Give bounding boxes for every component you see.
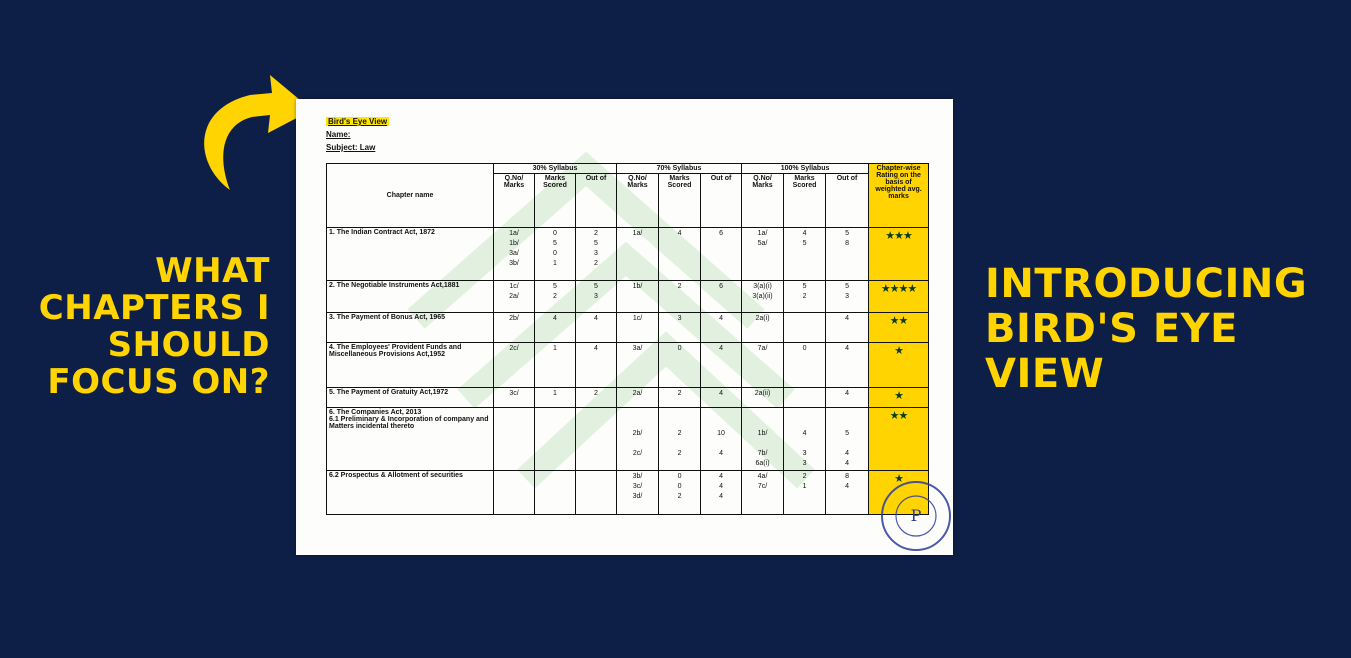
question-number: 2b/ 2c/ [617,408,659,471]
question-number: 2a(ii) [742,388,784,408]
out-of: 4 [701,343,742,388]
question-number: 1a/ 5a/ [742,228,784,281]
rating-header: Chapter-wise Rating on the basis of weighted avg. marks [869,164,929,228]
star-icon: ★★★★ [880,283,917,295]
out-of [576,408,617,471]
document-title: Bird's Eye View [328,117,388,126]
sub-header: Q.No/ Marks [742,174,784,228]
question-number: 1c/ 2a/ [494,281,535,313]
star-icon: ★★ [889,410,908,422]
sub-header: Out of [826,174,869,228]
out-of: 10 4 [701,408,742,471]
question-number: 2a(i) [742,313,784,343]
table-row [327,313,929,343]
out-of: 4 [576,343,617,388]
question-number: 2a/ [617,388,659,408]
table-row [327,228,929,281]
marks-scored [535,471,576,515]
question-number: 1c/ [617,313,659,343]
birds-eye-view-sheet [296,99,953,555]
chapter-name: 2. The Negotiable Instruments Act,1881 [327,281,494,313]
sub-header: Out of [701,174,742,228]
marks-scored [784,388,826,408]
sub-header: Out of [576,174,617,228]
marks-scored: 4 3 3 [784,408,826,471]
question-number: 3a/ [617,343,659,388]
marks-scored: 2 [659,388,701,408]
marks-table [326,163,929,515]
star-rating [869,281,929,313]
marks-scored: 2 1 [784,471,826,515]
name-label: Name: [326,130,351,139]
table-row [327,408,929,471]
question-number: 1b/ [617,281,659,313]
group-header-70: 70% Syllabus [617,164,742,174]
marks-scored: 0 5 0 1 [535,228,576,281]
sub-header: Marks Scored [659,174,701,228]
sub-header: Marks Scored [535,174,576,228]
marks-scored: 2 2 [659,408,701,471]
marks-scored: 4 5 [784,228,826,281]
marks-scored: 0 0 2 [659,471,701,515]
question-number: 1a/ [617,228,659,281]
chapter-name: 5. The Payment of Gratuity Act,1972 [327,388,494,408]
out-of: 5 8 [826,228,869,281]
table-row [327,388,929,408]
star-rating [869,388,929,408]
star-rating [869,343,929,388]
star-rating [869,228,929,281]
chapter-name: 3. The Payment of Bonus Act, 1965 [327,313,494,343]
subject-label: Subject: Law [326,143,376,152]
chapter-name: 1. The Indian Contract Act, 1872 [327,228,494,281]
star-rating [869,313,929,343]
chapter-name: 6.2 Prospectus & Allotment of securities [327,471,494,515]
marks-scored: 5 2 [535,281,576,313]
question-number: 3(a)(i) 3(a)(ii) [742,281,784,313]
chapter-name: 6. The Companies Act, 2013 6.1 Preliminary & Incorporation of company and Matters incidental thereto [327,408,494,471]
svg-text:P: P [910,506,922,525]
star-icon: ★ [894,390,903,402]
out-of: 5 3 [826,281,869,313]
out-of: 2 5 3 2 [576,228,617,281]
marks-scored [784,313,826,343]
out-of: 6 [701,228,742,281]
document-header [326,115,389,154]
chapter-name: 4. The Employees' Provident Funds and Miscellaneous Provisions Act,1952 [327,343,494,388]
marks-scored [535,408,576,471]
out-of: 4 [701,388,742,408]
out-of: 4 [826,313,869,343]
question-number: 7a/ [742,343,784,388]
left-headline: WHAT CHAPTERS I SHOULD FOCUS ON? [38,251,270,402]
out-of [576,471,617,515]
group-header-30: 30% Syllabus [494,164,617,174]
company-stamp [879,479,953,553]
question-number: 4a/ 7c/ [742,471,784,515]
marks-scored: 1 [535,343,576,388]
star-icon: ★★★ [885,230,912,242]
out-of: 5 3 [576,281,617,313]
marks-scored: 1 [535,388,576,408]
out-of: 4 [576,313,617,343]
question-number [494,471,535,515]
star-icon: ★ [894,473,903,485]
marks-scored: 0 [784,343,826,388]
question-number: 3c/ [494,388,535,408]
question-number: 2c/ [494,343,535,388]
out-of: 4 [826,388,869,408]
sub-header: Marks Scored [784,174,826,228]
question-number: 1b/ 7b/ 6a(i) [742,408,784,471]
star-rating [869,408,929,471]
out-of: 8 4 [826,471,869,515]
out-of: 5 4 4 [826,408,869,471]
out-of: 4 [701,313,742,343]
marks-scored: 4 [659,228,701,281]
star-icon: ★ [894,345,903,357]
group-header-100: 100% Syllabus [742,164,869,174]
chapter-header: Chapter name [327,164,494,228]
marks-scored: 4 [535,313,576,343]
question-number [494,408,535,471]
right-headline: INTRODUCING BIRD'S EYE VIEW [985,261,1308,397]
star-icon: ★★ [889,315,908,327]
sub-header: Q.No/ Marks [494,174,535,228]
table-row [327,281,929,313]
marks-scored: 5 2 [784,281,826,313]
marks-scored: 2 [659,281,701,313]
out-of: 4 4 4 [701,471,742,515]
marks-scored: 0 [659,343,701,388]
table-body [327,228,929,515]
out-of: 2 [576,388,617,408]
out-of: 6 [701,281,742,313]
question-number: 3b/ 3c/ 3d/ [617,471,659,515]
question-number: 2b/ [494,313,535,343]
marks-scored: 3 [659,313,701,343]
table-row [327,471,929,515]
question-number: 1a/ 1b/ 3a/ 3b/ [494,228,535,281]
out-of: 4 [826,343,869,388]
table-row [327,343,929,388]
sub-header: Q.No/ Marks [617,174,659,228]
